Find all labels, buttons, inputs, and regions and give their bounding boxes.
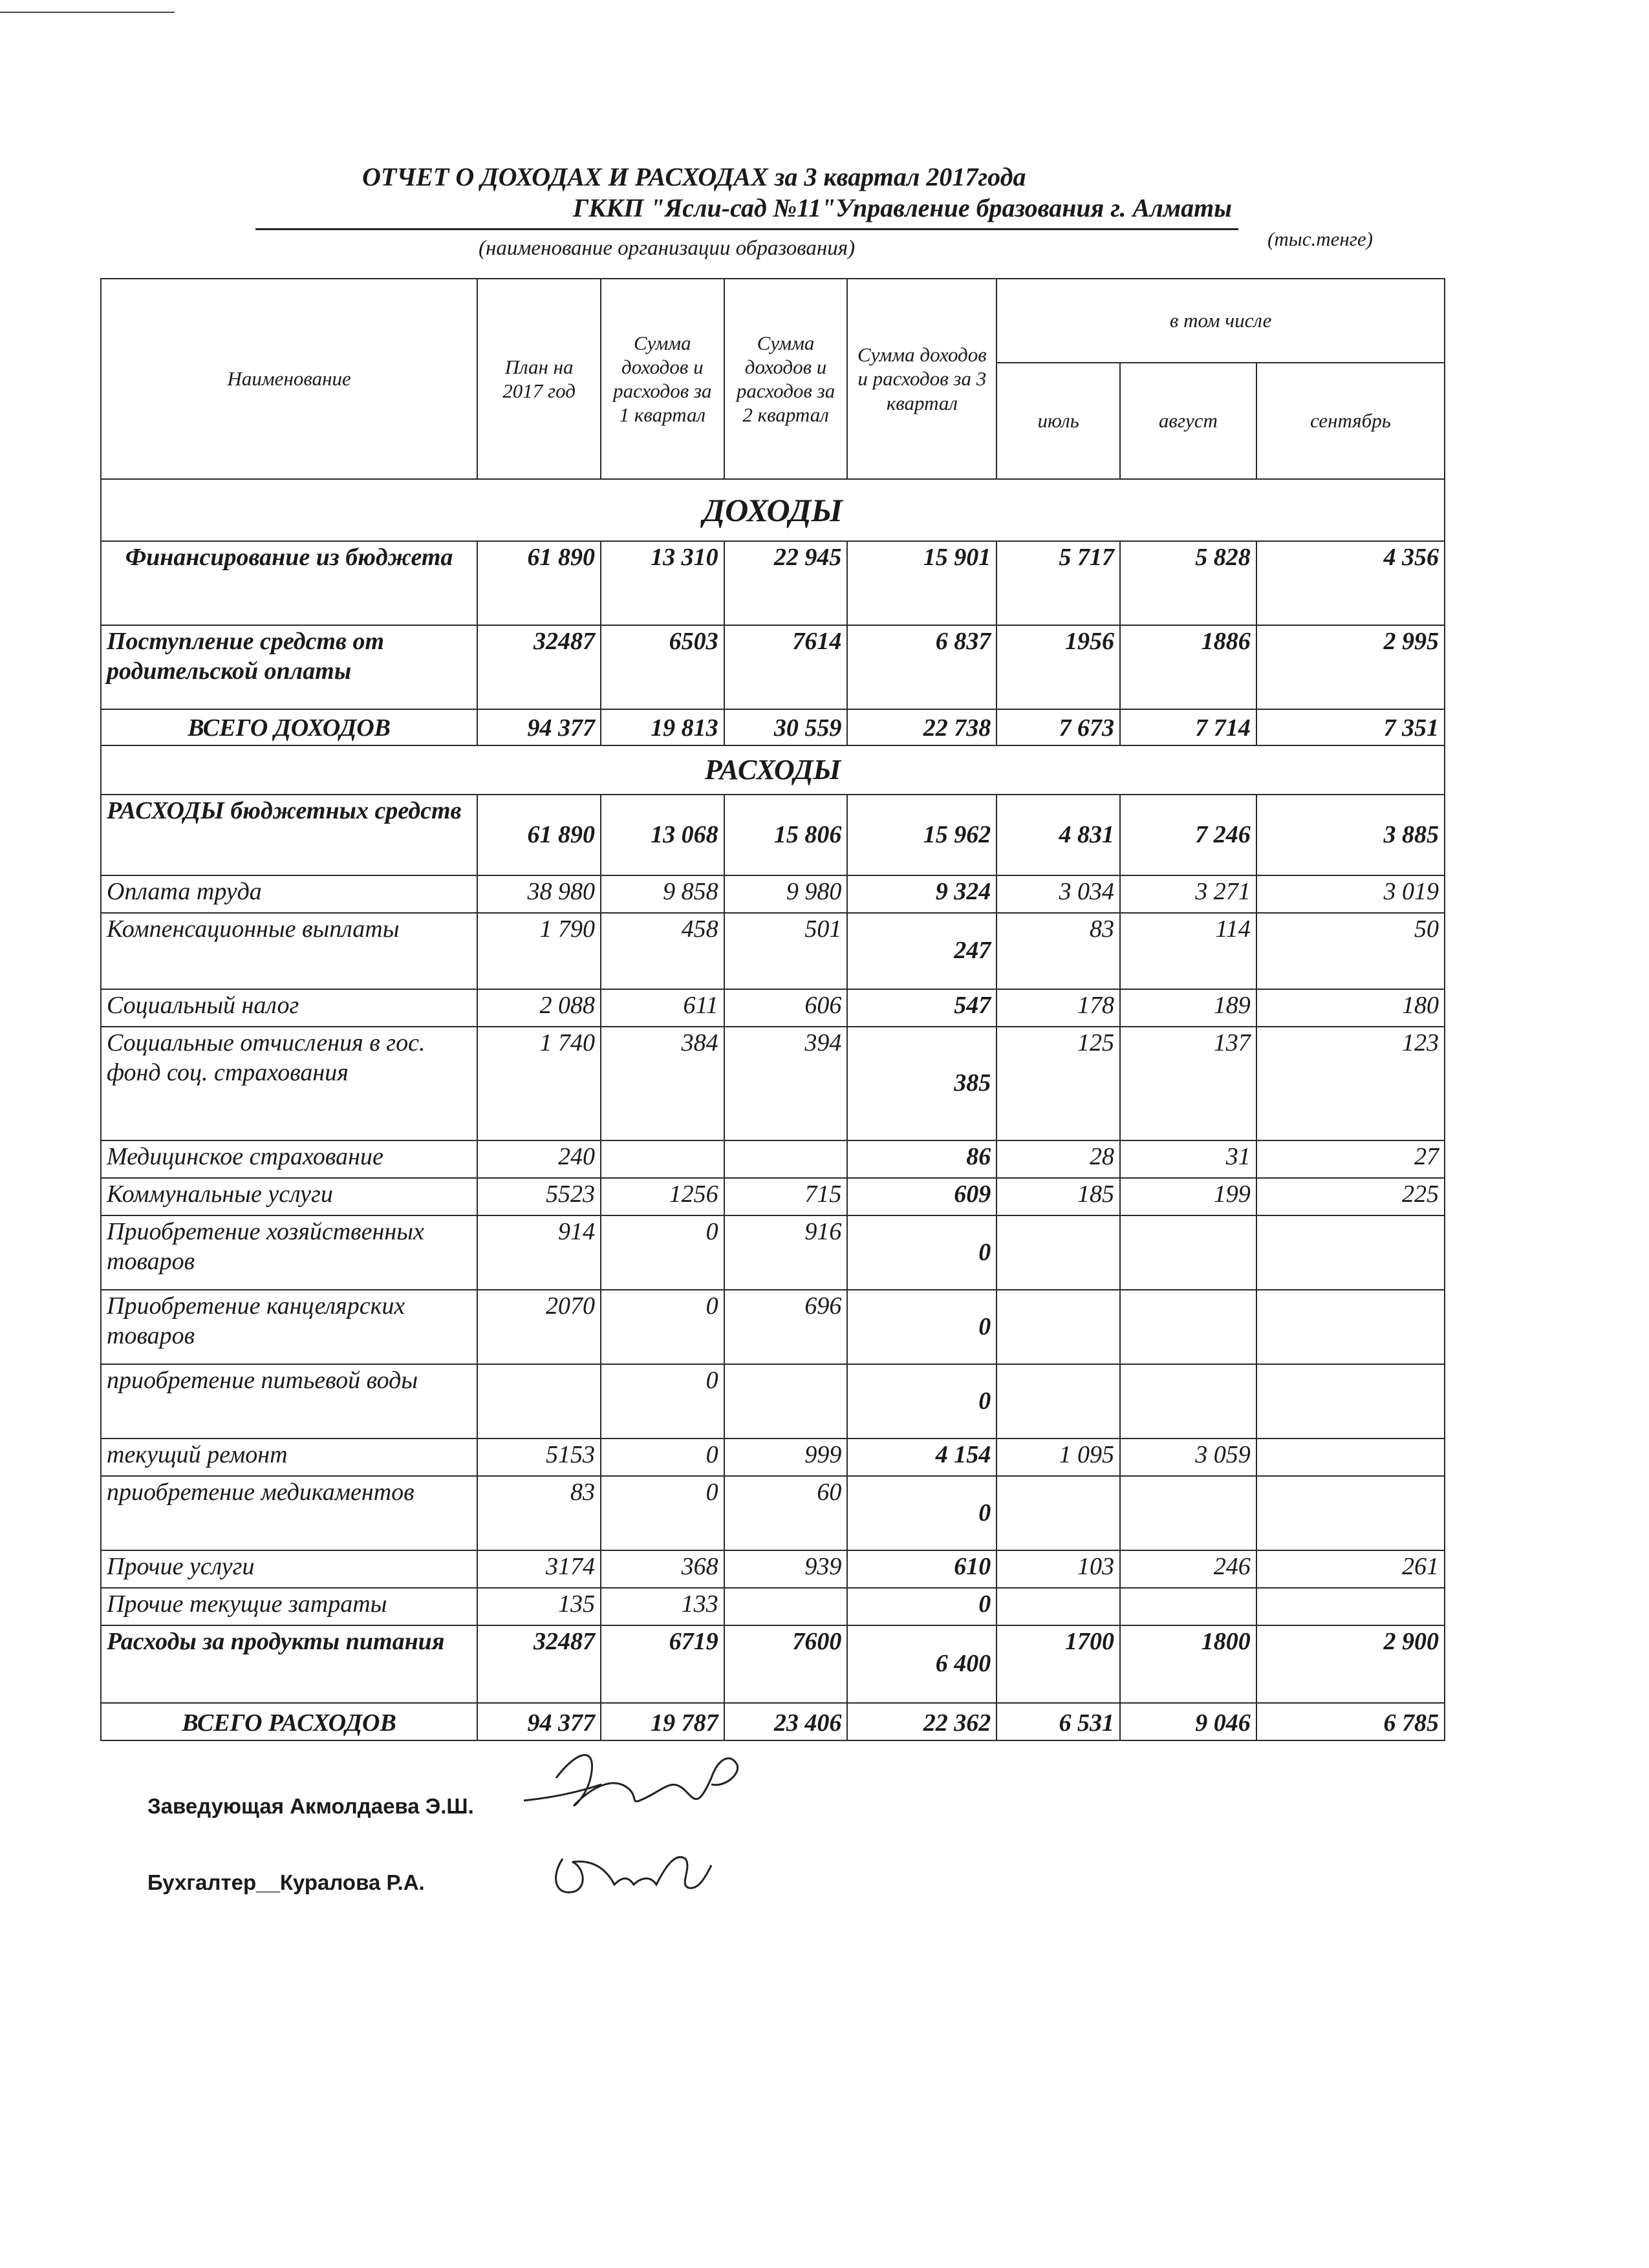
- cell-q3: 0: [847, 1290, 997, 1364]
- header-july: июль: [997, 363, 1120, 479]
- cell-july: [997, 1476, 1120, 1550]
- cell-q2: 999: [724, 1439, 848, 1476]
- cell-plan: 94 377: [477, 1703, 601, 1740]
- cell-september: 2 995: [1256, 625, 1445, 709]
- cell-september: 6 785: [1256, 1703, 1445, 1740]
- table-row: [101, 541, 1445, 625]
- cell-plan: 5153: [477, 1439, 601, 1476]
- cell-plan: 5523: [477, 1178, 601, 1215]
- table-row: [101, 1476, 1445, 1550]
- cell-august: 137: [1120, 1027, 1256, 1140]
- table-row: [101, 625, 1445, 709]
- cell-plan: 61 890: [477, 795, 601, 875]
- table-row: [101, 1290, 1445, 1364]
- cell-q3: 609: [847, 1178, 997, 1215]
- cell-q2: 9 980: [724, 875, 848, 913]
- cell-september: 261: [1256, 1550, 1445, 1588]
- cell-plan: 1 740: [477, 1027, 601, 1140]
- row-name: ВСЕГО РАСХОДОВ: [101, 1703, 477, 1740]
- cell-september: 27: [1256, 1140, 1445, 1178]
- cell-q1: 6719: [601, 1625, 724, 1703]
- row-name: Медицинское страхование: [101, 1140, 477, 1178]
- section-expense: РАСХОДЫ: [101, 745, 1445, 795]
- table-row: [101, 1140, 1445, 1178]
- row-name: текущий ремонт: [101, 1439, 477, 1476]
- cell-july: 1 095: [997, 1439, 1120, 1476]
- cell-q1: 13 310: [601, 541, 724, 625]
- cell-q3: 6 837: [847, 625, 997, 709]
- cell-q1: 9 858: [601, 875, 724, 913]
- row-name: Расходы за продукты питания: [101, 1625, 477, 1703]
- cell-september: 50: [1256, 913, 1445, 989]
- cell-q2: 15 806: [724, 795, 848, 875]
- organization-name: ГККП "Ясли-сад №11"Управление бразования г. Алматы: [255, 193, 1238, 230]
- cell-july: 125: [997, 1027, 1120, 1140]
- cell-september: 4 356: [1256, 541, 1445, 625]
- cell-q2: 501: [724, 913, 848, 989]
- cell-q3: 547: [847, 989, 997, 1027]
- table-row: [101, 1027, 1445, 1140]
- cell-q1: 133: [601, 1588, 724, 1625]
- cell-august: 1800: [1120, 1625, 1256, 1703]
- table-row: [101, 989, 1445, 1027]
- units-label: (тыс.тенге): [1267, 228, 1373, 250]
- cell-q1: [601, 1140, 724, 1178]
- cell-july: 83: [997, 913, 1120, 989]
- cell-q3: 0: [847, 1215, 997, 1290]
- cell-august: 31: [1120, 1140, 1256, 1178]
- row-name: Прочие текущие затраты: [101, 1588, 477, 1625]
- row-name: приобретение медикаментов: [101, 1476, 477, 1550]
- table-row: [101, 1364, 1445, 1439]
- cell-august: 7 246: [1120, 795, 1256, 875]
- header-including: в том числе: [997, 279, 1445, 363]
- table-body: [101, 479, 1445, 1740]
- cell-july: 28: [997, 1140, 1120, 1178]
- cell-q3: 86: [847, 1140, 997, 1178]
- cell-august: 199: [1120, 1178, 1256, 1215]
- cell-july: 1956: [997, 625, 1120, 709]
- cell-q3: 610: [847, 1550, 997, 1588]
- cell-q1: 6503: [601, 625, 724, 709]
- cell-august: [1120, 1290, 1256, 1364]
- cell-plan: 1 790: [477, 913, 601, 989]
- header-august: август: [1120, 363, 1256, 479]
- row-name: Коммунальные услуги: [101, 1178, 477, 1215]
- cell-plan: 3174: [477, 1550, 601, 1588]
- header-plan: План на 2017 год: [477, 279, 601, 479]
- cell-august: 7 714: [1120, 709, 1256, 745]
- cell-q1: 0: [601, 1290, 724, 1364]
- cell-august: [1120, 1364, 1256, 1439]
- cell-q3: 15 901: [847, 541, 997, 625]
- cell-july: 3 034: [997, 875, 1120, 913]
- cell-plan: 32487: [477, 625, 601, 709]
- cell-september: 3 019: [1256, 875, 1445, 913]
- row-name: Финансирование из бюджета: [101, 541, 477, 625]
- cell-august: 114: [1120, 913, 1256, 989]
- cell-q1: 0: [601, 1364, 724, 1439]
- header-q1: Сумма доходов и расходов за 1 квартал: [601, 279, 724, 479]
- cell-september: 225: [1256, 1178, 1445, 1215]
- cell-q3: 4 154: [847, 1439, 997, 1476]
- cell-july: 6 531: [997, 1703, 1120, 1740]
- cell-plan: 94 377: [477, 709, 601, 745]
- expense-total-row: [101, 1703, 1445, 1740]
- cell-q2: 60: [724, 1476, 848, 1550]
- cell-september: [1256, 1364, 1445, 1439]
- cell-september: 3 885: [1256, 795, 1445, 875]
- cell-q3: 0: [847, 1588, 997, 1625]
- cell-q1: 611: [601, 989, 724, 1027]
- table-row: [101, 1439, 1445, 1476]
- cell-q2: 715: [724, 1178, 848, 1215]
- budget-expense-row: [101, 795, 1445, 875]
- table-row: [101, 1588, 1445, 1625]
- cell-september: [1256, 1439, 1445, 1476]
- section-income: ДОХОДЫ: [101, 479, 1445, 541]
- cell-september: 180: [1256, 989, 1445, 1027]
- table-row: [101, 1215, 1445, 1290]
- cell-july: 103: [997, 1550, 1120, 1588]
- accountant-signature-image: [537, 1839, 731, 1917]
- header-september: сентябрь: [1256, 363, 1445, 479]
- cell-q2: 606: [724, 989, 848, 1027]
- row-name: Поступление средств от родительской оплаты: [101, 625, 477, 709]
- cell-q3: 0: [847, 1364, 997, 1439]
- income-total-row: [101, 709, 1445, 745]
- cell-plan: 38 980: [477, 875, 601, 913]
- cell-september: [1256, 1290, 1445, 1364]
- cell-q3: 385: [847, 1027, 997, 1140]
- cell-july: 7 673: [997, 709, 1120, 745]
- cell-july: [997, 1588, 1120, 1625]
- accountant-signature-line: Бухгалтер__Куралова Р.А.: [147, 1870, 425, 1894]
- header-name: Наименование: [101, 279, 477, 479]
- cell-q3: 247: [847, 913, 997, 989]
- cell-july: 4 831: [997, 795, 1120, 875]
- cell-august: 1886: [1120, 625, 1256, 709]
- cell-q2: 939: [724, 1550, 848, 1588]
- row-name: Приобретение хозяйственных товаров: [101, 1215, 477, 1290]
- cell-q3: 9 324: [847, 875, 997, 913]
- cell-august: [1120, 1588, 1256, 1625]
- cell-q2: 7600: [724, 1625, 848, 1703]
- cell-july: [997, 1290, 1120, 1364]
- cell-q1: 0: [601, 1215, 724, 1290]
- cell-plan: 83: [477, 1476, 601, 1550]
- cell-august: [1120, 1476, 1256, 1550]
- cell-q1: 13 068: [601, 795, 724, 875]
- food-expense-row: [101, 1625, 1445, 1703]
- cell-july: 5 717: [997, 541, 1120, 625]
- table-row: [101, 875, 1445, 913]
- cell-q3: 22 738: [847, 709, 997, 745]
- table-row: [101, 1178, 1445, 1215]
- cell-q2: [724, 1140, 848, 1178]
- cell-september: [1256, 1476, 1445, 1550]
- cell-august: 3 271: [1120, 875, 1256, 913]
- cell-september: [1256, 1588, 1445, 1625]
- cell-september: 7 351: [1256, 709, 1445, 745]
- cell-august: 9 046: [1120, 1703, 1256, 1740]
- cell-plan: 240: [477, 1140, 601, 1178]
- cell-plan: 914: [477, 1215, 601, 1290]
- cell-july: 185: [997, 1178, 1120, 1215]
- row-name: ВСЕГО ДОХОДОВ: [101, 709, 477, 745]
- table-row: [101, 1550, 1445, 1588]
- cell-july: [997, 1215, 1120, 1290]
- cell-q1: 458: [601, 913, 724, 989]
- cell-q2: 30 559: [724, 709, 848, 745]
- cell-plan: [477, 1364, 601, 1439]
- cell-plan: 2 088: [477, 989, 601, 1027]
- cell-q3: 6 400: [847, 1625, 997, 1703]
- cell-q3: 0: [847, 1476, 997, 1550]
- row-name: Прочие услуги: [101, 1550, 477, 1588]
- row-name: Компенсационные выплаты: [101, 913, 477, 989]
- cell-july: [997, 1364, 1120, 1439]
- cell-q2: 22 945: [724, 541, 848, 625]
- header-q3: Сумма доходов и расходов за 3 квартал: [847, 279, 997, 479]
- cell-july: 178: [997, 989, 1120, 1027]
- cell-q1: 0: [601, 1476, 724, 1550]
- cell-plan: 2070: [477, 1290, 601, 1364]
- cell-september: [1256, 1215, 1445, 1290]
- cell-plan: 135: [477, 1588, 601, 1625]
- table-row: [101, 913, 1445, 989]
- cell-q2: 23 406: [724, 1703, 848, 1740]
- cell-september: 123: [1256, 1027, 1445, 1140]
- cell-q1: 384: [601, 1027, 724, 1140]
- cell-q1: 19 813: [601, 709, 724, 745]
- head-signature-image: [517, 1739, 750, 1836]
- row-name: Приобретение канцелярских товаров: [101, 1290, 477, 1364]
- cell-q1: 368: [601, 1550, 724, 1588]
- row-name: Социальные отчисления в гос. фонд соц. страхования: [101, 1027, 477, 1140]
- row-name: РАСХОДЫ бюджетных средств: [101, 795, 477, 875]
- cell-august: 246: [1120, 1550, 1256, 1588]
- scan-edge-line: [0, 12, 175, 13]
- report-title: [362, 162, 1267, 192]
- cell-august: 5 828: [1120, 541, 1256, 625]
- cell-august: 189: [1120, 989, 1256, 1027]
- cell-q1: 1256: [601, 1178, 724, 1215]
- row-name: Оплата труда: [101, 875, 477, 913]
- report-title-main: ОТЧЕТ О ДОХОДАХ И РАСХОДАХ: [362, 162, 768, 191]
- row-name: Социальный налог: [101, 989, 477, 1027]
- report-table: [100, 278, 1445, 1741]
- cell-q1: 0: [601, 1439, 724, 1476]
- cell-august: 3 059: [1120, 1439, 1256, 1476]
- cell-q2: 7614: [724, 625, 848, 709]
- organization-caption: (наименование организации образования): [479, 237, 856, 260]
- head-signature-line: Заведующая Акмолдаева Э.Ш.: [147, 1794, 474, 1818]
- report-title-period: за 3 квартал 2017года: [774, 162, 1026, 191]
- cell-q2: 394: [724, 1027, 848, 1140]
- cell-q2: 696: [724, 1290, 848, 1364]
- cell-q2: [724, 1588, 848, 1625]
- cell-q2: 916: [724, 1215, 848, 1290]
- cell-q1: 19 787: [601, 1703, 724, 1740]
- cell-plan: 32487: [477, 1625, 601, 1703]
- cell-plan: 61 890: [477, 541, 601, 625]
- cell-q2: [724, 1364, 848, 1439]
- cell-q3: 22 362: [847, 1703, 997, 1740]
- cell-august: [1120, 1215, 1256, 1290]
- cell-q3: 15 962: [847, 795, 997, 875]
- row-name: приобретение питьевой воды: [101, 1364, 477, 1439]
- header-q2: Сумма доходов и расходов за 2 квартал: [724, 279, 848, 479]
- cell-september: 2 900: [1256, 1625, 1445, 1703]
- cell-july: 1700: [997, 1625, 1120, 1703]
